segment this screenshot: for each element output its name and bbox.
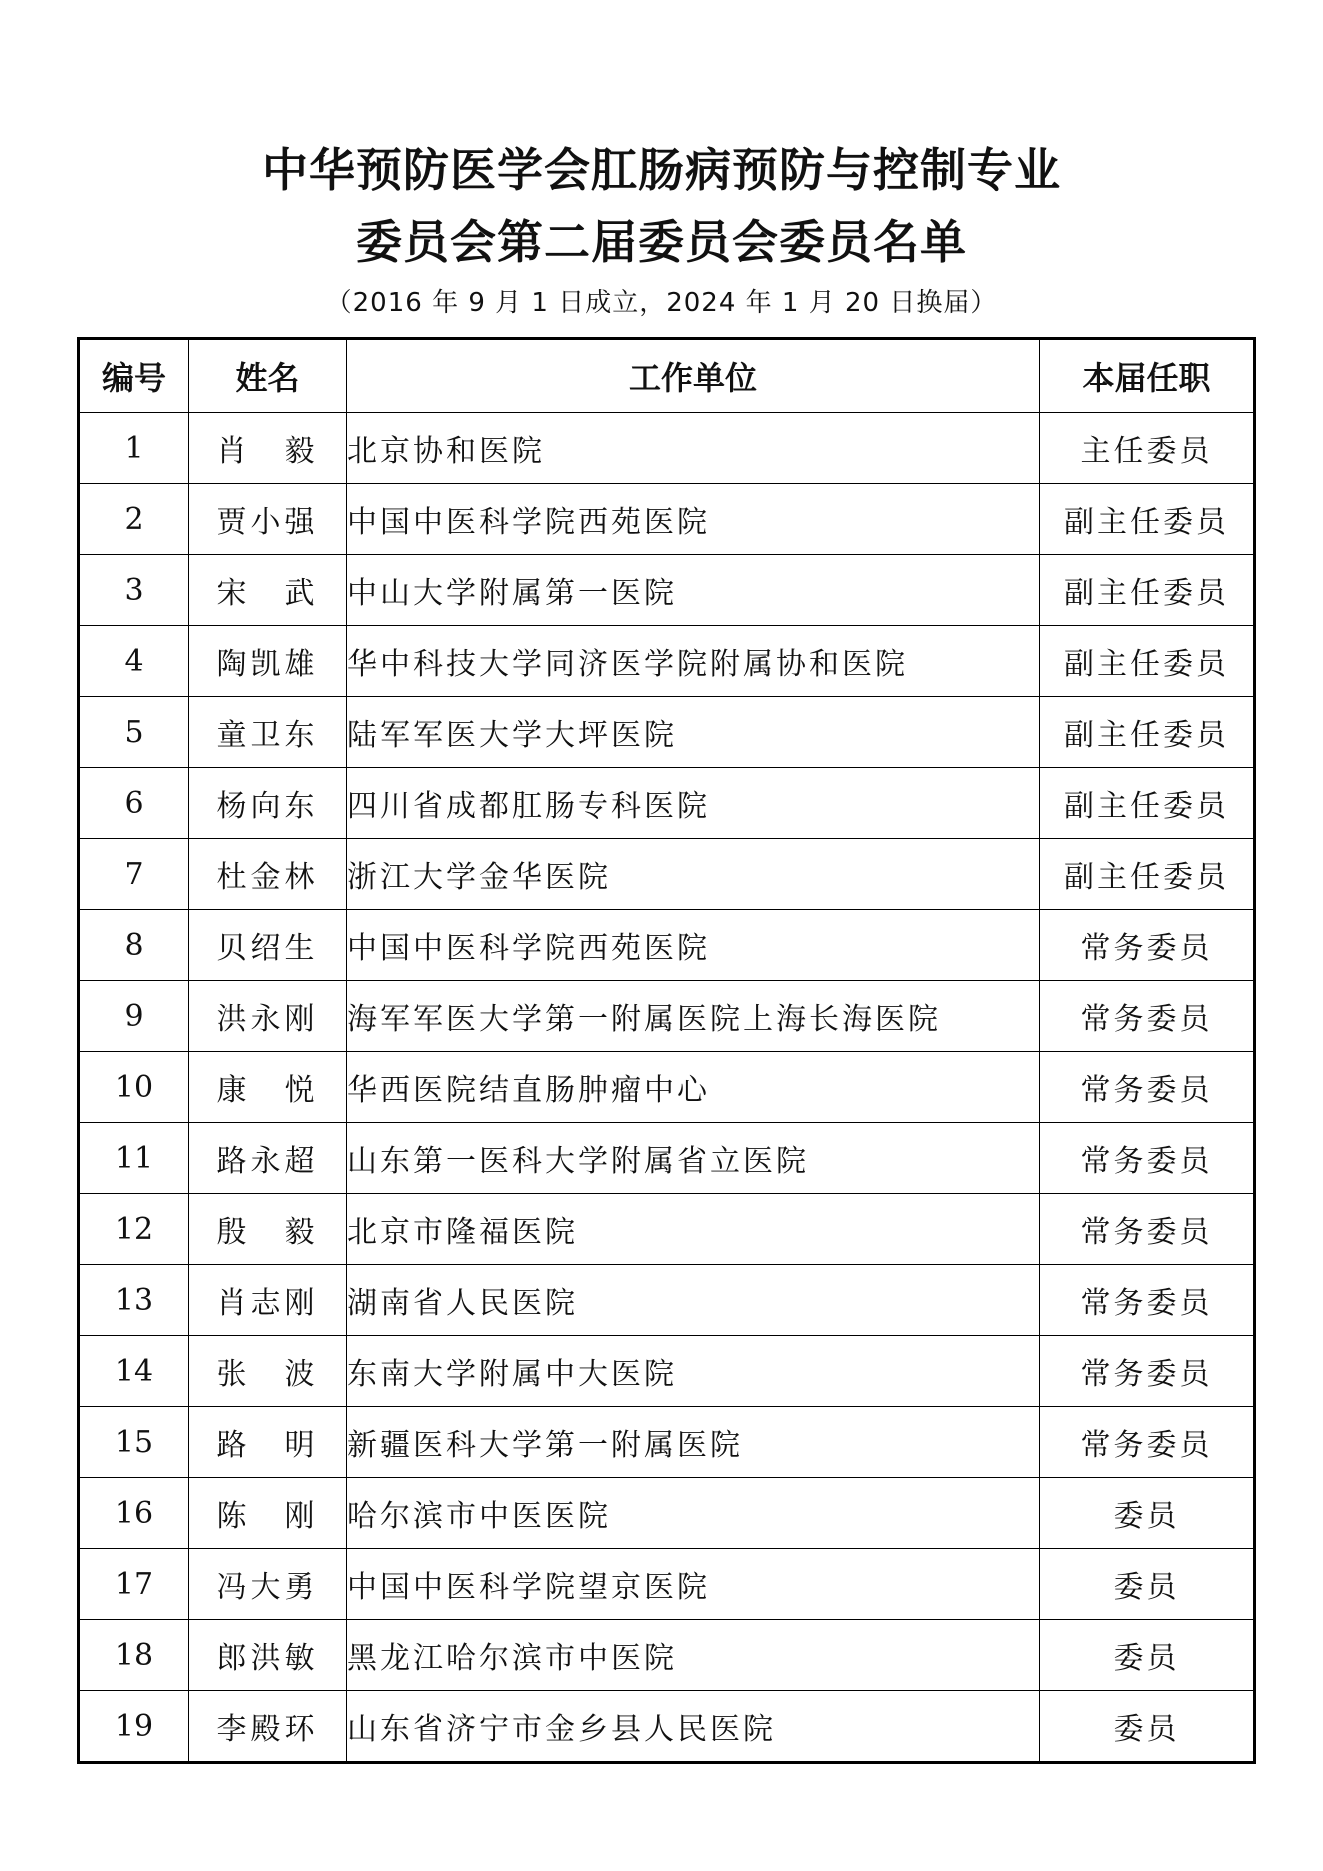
table-row xyxy=(79,1691,1255,1763)
table-row xyxy=(79,555,1255,626)
table-row xyxy=(79,1265,1255,1336)
table-row xyxy=(79,839,1255,910)
header-no: 编号 xyxy=(79,339,189,413)
cell-name: 冯大勇 xyxy=(189,1549,347,1620)
cell-name: 肖 毅 xyxy=(189,413,347,484)
table-row xyxy=(79,1407,1255,1478)
cell-role: 常务委员 xyxy=(1040,1194,1255,1265)
cell-org: 北京市隆福医院 xyxy=(347,1194,1040,1265)
cell-org: 华西医院结直肠肿瘤中心 xyxy=(347,1052,1040,1123)
cell-org: 山东第一医科大学附属省立医院 xyxy=(347,1123,1040,1194)
cell-no: 8 xyxy=(79,910,189,981)
table-row xyxy=(79,1620,1255,1691)
cell-name: 贾小强 xyxy=(189,484,347,555)
cell-name: 郎洪敏 xyxy=(189,1620,347,1691)
cell-name: 杜金林 xyxy=(189,839,347,910)
cell-org: 黑龙江哈尔滨市中医院 xyxy=(347,1620,1040,1691)
cell-name: 洪永刚 xyxy=(189,981,347,1052)
document-subtitle: （2016 年 9 月 1 日成立，2024 年 1 月 20 日换届） xyxy=(325,288,998,318)
cell-org: 新疆医科大学第一附属医院 xyxy=(347,1407,1040,1478)
header-org: 工作单位 xyxy=(347,339,1040,413)
table-row xyxy=(79,1478,1255,1549)
table-body xyxy=(79,413,1255,1763)
cell-role: 委员 xyxy=(1040,1549,1255,1620)
cell-name: 杨向东 xyxy=(189,768,347,839)
cell-role: 副主任委员 xyxy=(1040,626,1255,697)
cell-no: 6 xyxy=(79,768,189,839)
cell-org: 湖南省人民医院 xyxy=(347,1265,1040,1336)
cell-org: 陆军军医大学大坪医院 xyxy=(347,697,1040,768)
cell-role: 主任委员 xyxy=(1040,413,1255,484)
cell-name: 贝绍生 xyxy=(189,910,347,981)
cell-no: 10 xyxy=(79,1052,189,1123)
cell-org: 中山大学附属第一医院 xyxy=(347,555,1040,626)
cell-org: 山东省济宁市金乡县人民医院 xyxy=(347,1691,1040,1763)
table-row xyxy=(79,910,1255,981)
cell-org: 中国中医科学院西苑医院 xyxy=(347,484,1040,555)
cell-role: 委员 xyxy=(1040,1691,1255,1763)
cell-no: 1 xyxy=(79,413,189,484)
table-row xyxy=(79,1549,1255,1620)
cell-org: 北京协和医院 xyxy=(347,413,1040,484)
cell-role: 委员 xyxy=(1040,1620,1255,1691)
cell-name: 陶凯雄 xyxy=(189,626,347,697)
cell-no: 16 xyxy=(79,1478,189,1549)
cell-org: 四川省成都肛肠专科医院 xyxy=(347,768,1040,839)
cell-role: 常务委员 xyxy=(1040,1265,1255,1336)
cell-role: 副主任委员 xyxy=(1040,839,1255,910)
cell-no: 5 xyxy=(79,697,189,768)
cell-name: 陈 刚 xyxy=(189,1478,347,1549)
header-row xyxy=(79,339,1255,413)
table-row xyxy=(79,413,1255,484)
table-row xyxy=(79,484,1255,555)
cell-name: 路 明 xyxy=(189,1407,347,1478)
cell-role: 常务委员 xyxy=(1040,1336,1255,1407)
header-role: 本届任职 xyxy=(1040,339,1255,413)
cell-org: 浙江大学金华医院 xyxy=(347,839,1040,910)
committee-roster-table xyxy=(77,337,1256,1764)
cell-org: 中国中医科学院望京医院 xyxy=(347,1549,1040,1620)
cell-role: 常务委员 xyxy=(1040,910,1255,981)
cell-no: 19 xyxy=(79,1691,189,1763)
cell-name: 张 波 xyxy=(189,1336,347,1407)
table-row xyxy=(79,981,1255,1052)
table-row xyxy=(79,697,1255,768)
cell-name: 肖志刚 xyxy=(189,1265,347,1336)
cell-no: 15 xyxy=(79,1407,189,1478)
cell-no: 9 xyxy=(79,981,189,1052)
cell-role: 副主任委员 xyxy=(1040,555,1255,626)
cell-no: 3 xyxy=(79,555,189,626)
cell-org: 华中科技大学同济医学院附属协和医院 xyxy=(347,626,1040,697)
cell-name: 宋 武 xyxy=(189,555,347,626)
document-title-line-2: 委员会第二届委员会委员名单 xyxy=(356,215,967,269)
cell-role: 常务委员 xyxy=(1040,981,1255,1052)
cell-org: 哈尔滨市中医医院 xyxy=(347,1478,1040,1549)
table-row xyxy=(79,768,1255,839)
cell-name: 童卫东 xyxy=(189,697,347,768)
cell-name: 李殿环 xyxy=(189,1691,347,1763)
header-name: 姓名 xyxy=(189,339,347,413)
cell-role: 常务委员 xyxy=(1040,1407,1255,1478)
cell-role: 常务委员 xyxy=(1040,1123,1255,1194)
cell-org: 中国中医科学院西苑医院 xyxy=(347,910,1040,981)
cell-role: 副主任委员 xyxy=(1040,768,1255,839)
cell-org: 海军军医大学第一附属医院上海长海医院 xyxy=(347,981,1040,1052)
cell-name: 殷 毅 xyxy=(189,1194,347,1265)
cell-no: 14 xyxy=(79,1336,189,1407)
table-row xyxy=(79,1194,1255,1265)
cell-role: 副主任委员 xyxy=(1040,697,1255,768)
table-header xyxy=(79,339,1255,413)
cell-role: 常务委员 xyxy=(1040,1052,1255,1123)
cell-no: 7 xyxy=(79,839,189,910)
document-title-line-1: 中华预防医学会肛肠病预防与控制专业 xyxy=(262,143,1061,197)
cell-role: 委员 xyxy=(1040,1478,1255,1549)
table-row xyxy=(79,1052,1255,1123)
cell-name: 路永超 xyxy=(189,1123,347,1194)
cell-no: 2 xyxy=(79,484,189,555)
table-row xyxy=(79,626,1255,697)
table-row xyxy=(79,1336,1255,1407)
cell-no: 4 xyxy=(79,626,189,697)
cell-no: 13 xyxy=(79,1265,189,1336)
cell-no: 18 xyxy=(79,1620,189,1691)
table-row xyxy=(79,1123,1255,1194)
cell-name: 康 悦 xyxy=(189,1052,347,1123)
cell-no: 17 xyxy=(79,1549,189,1620)
cell-org: 东南大学附属中大医院 xyxy=(347,1336,1040,1407)
cell-no: 12 xyxy=(79,1194,189,1265)
cell-no: 11 xyxy=(79,1123,189,1194)
cell-role: 副主任委员 xyxy=(1040,484,1255,555)
